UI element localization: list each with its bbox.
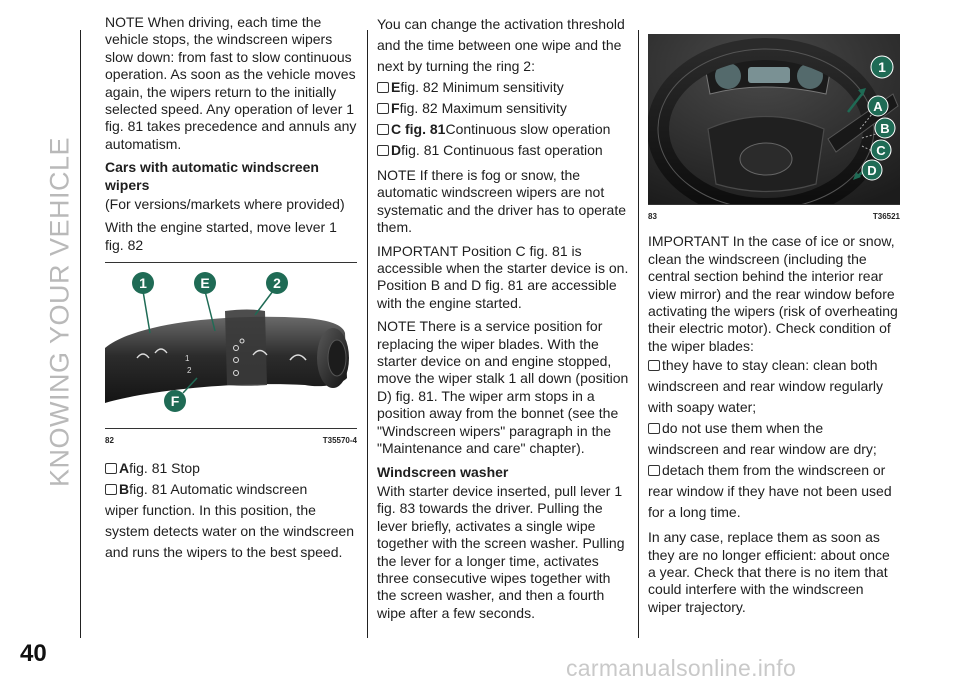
important-note: IMPORTANT Position C fig. 81 is accessible when the starter device is on. Position B and D fig. 81 are accessible with the engine started.	[377, 242, 629, 311]
bullet-item: Bfig. 81 Automatic windscreen	[105, 479, 357, 500]
bullet-item: Ffig. 82 Maximum sensitivity	[377, 98, 632, 119]
bullet-item: Afig. 81 Stop	[105, 458, 357, 479]
bullet-box-icon	[648, 423, 660, 434]
steering-wheel-photo	[648, 34, 900, 204]
callout-1-label: 1	[878, 59, 886, 75]
callout-2	[266, 272, 288, 294]
figure-code: T36521	[872, 212, 900, 221]
bullet-item: Efig. 82 Minimum sensitivity	[377, 77, 632, 98]
callout-d-label: D	[867, 163, 877, 178]
figure-82-caption	[105, 432, 357, 449]
callout-f	[164, 390, 186, 412]
callout-1	[132, 272, 154, 294]
column-divider	[638, 30, 639, 638]
section-heading: Cars with automatic windscreen wipers	[105, 159, 319, 193]
note-paragraph: NOTE When driving, each time the vehicle stops, the windscreen wipers slow down: from fast to slow continuous operation. As soon as the vehicle moves again, the wipers return to the initially selected speed. Any operation of lever 1 fig. 81 takes precedence and annuls any automatism.	[105, 14, 357, 152]
figure-83-steering-wheel	[648, 34, 900, 204]
stalk-mark-1: 1	[185, 354, 190, 364]
versions-note: (For versions/markets where provided)	[105, 196, 345, 213]
callout-d	[862, 160, 882, 180]
wiper-stalk-illustration	[105, 263, 357, 428]
bullet-item: C fig. 81Continuous slow operation	[377, 119, 632, 140]
bullet-continuation: wiper function. In this position, the system detects water on the windscreen and runs the wipers to the best speed.	[105, 501, 355, 560]
bullet-box-icon	[105, 484, 117, 495]
callout-a	[868, 96, 888, 116]
bullet-box-icon	[377, 82, 389, 93]
callout-1-label: 1	[139, 275, 147, 292]
service-note: NOTE There is a service position for replacing the wiper blades. With the starter device on and engine stopped, move the wiper stalk 1 all down (position D) fig. 81. The wiper arm stops in a position away from the bonnet (see the "Windscreen wipers" paragraph in the "Maintenance and care" chapter).	[377, 318, 629, 457]
section-heading: Windscreen washer	[377, 463, 509, 480]
figure-rule	[105, 428, 357, 429]
page-number: 40	[20, 640, 47, 667]
bullet-item: Dfig. 81 Continuous fast operation	[377, 140, 632, 161]
washer-paragraph: With starter device inserted, pull lever 1 fig. 83 towards the driver. Pulling the lever briefly, activates a single wipe together with the screen washer. Pulling the lever for a longer time, activates three consecutive wipes together with the screen washer, and then a fourth wipe after a few seconds.	[377, 482, 625, 621]
bullet-box-icon	[377, 124, 389, 135]
callout-2-label: 2	[273, 275, 281, 292]
bullet-continuation: windscreen and rear window are dry;	[648, 441, 877, 458]
figure-number: 83	[648, 212, 657, 221]
margin-divider	[80, 30, 81, 638]
callout-e	[194, 272, 216, 294]
column-1	[105, 14, 357, 563]
column-divider	[367, 30, 368, 638]
callout-1	[871, 56, 893, 78]
watermark: carmanualsonline.info	[566, 655, 797, 681]
callout-c	[871, 140, 891, 160]
bullet-item: detach them from the windscreen or	[648, 460, 900, 481]
figure-number: 82	[105, 436, 114, 446]
bullet-continuation: rear window if they have not been used for a long time.	[648, 483, 892, 521]
callout-a-label: A	[873, 99, 883, 114]
replace-paragraph: In any case, replace them as soon as they are no longer efficient: about once a year. Check that there is no item that could interfere with the windscreen wiper trajectory.	[648, 529, 890, 615]
side-section-title: KNOWING YOUR VEHICLE	[44, 136, 75, 488]
fog-note: NOTE If there is fog or snow, the automatic windscreen wipers are not systematic and the driver has to operate them.	[377, 167, 627, 236]
bullet-item: do not use them when the	[648, 418, 900, 439]
instruction-paragraph: With the engine started, move lever 1 fig. 82	[105, 219, 337, 253]
bullet-box-icon	[377, 103, 389, 114]
figure-code: T35570-4	[322, 436, 357, 446]
figure-rule	[648, 204, 900, 205]
bullet-box-icon	[648, 360, 660, 371]
figure-82-wiper-stalk	[105, 263, 357, 428]
bullet-item: they have to stay clean: clean both	[648, 355, 900, 376]
bullet-box-icon	[105, 463, 117, 474]
callout-b-label: B	[880, 121, 890, 136]
callout-b	[875, 118, 895, 138]
column-3	[648, 34, 900, 622]
stalk-mark-2: 2	[187, 366, 192, 376]
callout-f-label: F	[170, 393, 180, 410]
bullet-box-icon	[648, 465, 660, 476]
bullet-box-icon	[377, 145, 389, 156]
callout-e-label: E	[200, 275, 210, 292]
important-ice-paragraph: IMPORTANT In the case of ice or snow, clean the windscreen (including the central section behind the interior rear view mirror) and the rear window before activating the wipers (risk of overheating their electric motor). Check condition of the wiper blades:	[648, 233, 898, 354]
callout-c-label: C	[876, 143, 886, 158]
column-2	[377, 14, 632, 628]
ring-paragraph: You can change the activation threshold and the time between one wipe and the next by turning the ring 2:	[377, 16, 625, 74]
bullet-continuation: windscreen and rear window regularly with soapy water;	[648, 378, 884, 416]
figure-83-caption	[648, 208, 900, 225]
